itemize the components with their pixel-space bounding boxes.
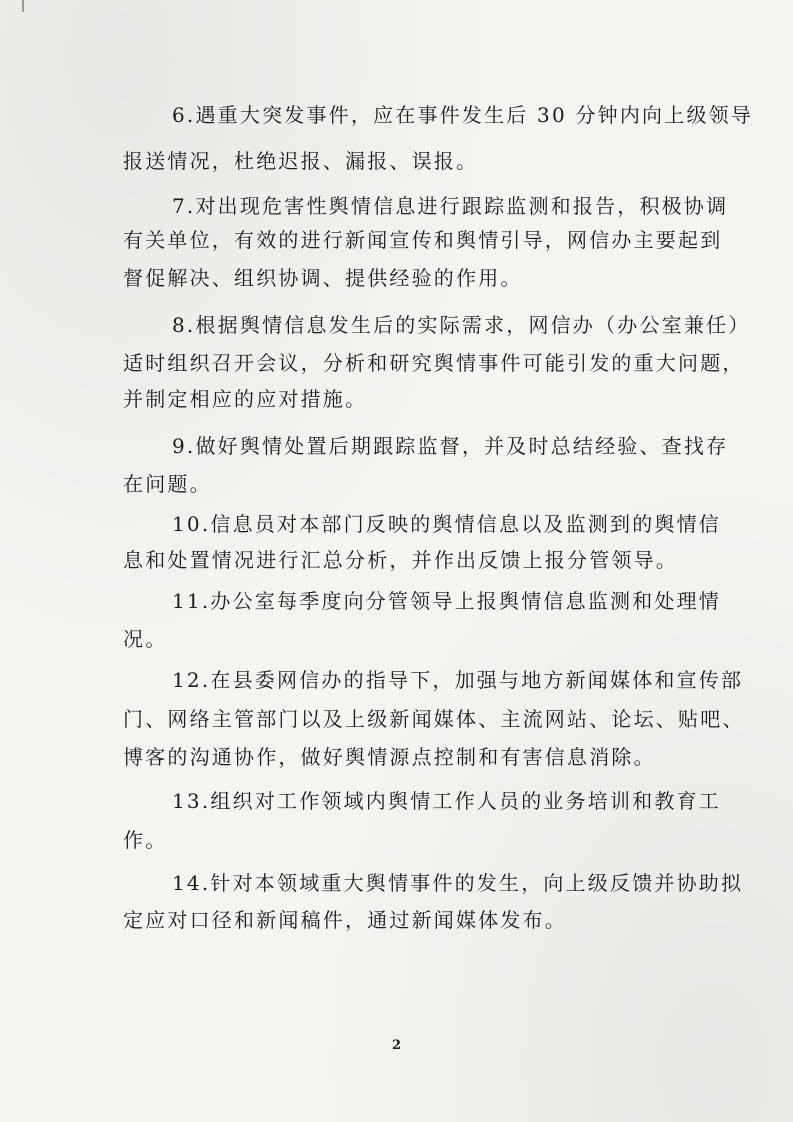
paragraph-7-line-1: 7.对出现危害性舆情信息进行跟踪监测和报告，积极协调 [172, 194, 729, 218]
paragraph-8-line-1: 8.根据舆情信息发生后的实际需求，网信办（办公室兼任） [172, 313, 751, 337]
paragraph-11-line-2: 况。 [123, 627, 168, 651]
paragraph-12-line-1: 12.在县委网信办的指导下，加强与地方新闻媒体和宣传部 [172, 668, 744, 692]
paragraph-6-line-2: 报送情况，杜绝迟报、漏报、误报。 [123, 149, 479, 173]
paragraph-13-line-1: 13.组织对工作领域内舆情工作人员的业务培训和教育工 [172, 789, 722, 813]
paragraph-14-line-1: 14.针对本领域重大舆情事件的发生，向上级反馈并协助拟 [172, 871, 744, 895]
paragraph-14-line-2: 定应对口径和新闻稿件，通过新闻媒体发布。 [123, 908, 567, 932]
paragraph-8-line-2: 适时组织召开会议，分析和研究舆情事件可能引发的重大问题， [123, 351, 745, 375]
paragraph-6-line-1: 6.遇重大突发事件，应在事件发生后 30 分钟内向上级领导 [172, 103, 754, 127]
paragraph-9-line-1: 9.做好舆情处置后期跟踪监督，并及时总结经验、查找存 [172, 434, 729, 458]
paragraph-7-line-2: 有关单位，有效的进行新闻宣传和舆情引导，网信办主要起到 [123, 228, 723, 252]
paragraph-13-line-2: 作。 [123, 828, 168, 852]
paragraph-9-line-2: 在问题。 [123, 472, 212, 496]
scan-edge-mark [22, 0, 24, 12]
paragraph-12-line-2: 门、网络主管部门以及上级新闻媒体、主流网站、论坛、贴吧、 [123, 707, 745, 731]
paragraph-7-line-3: 督促解决、组织协调、提供经验的作用。 [123, 266, 523, 290]
paragraph-10-line-1: 10.信息员对本部门反映的舆情信息以及监测到的舆情信 [172, 512, 722, 536]
page-number: 2 [391, 1038, 402, 1053]
paragraph-12-line-3: 博客的沟通协作，做好舆情源点控制和有害信息消除。 [123, 745, 656, 769]
paragraph-10-line-2: 息和处置情况进行汇总分析，并作出反馈上报分管领导。 [123, 548, 678, 572]
paragraph-8-line-3: 并制定相应的应对措施。 [123, 387, 368, 411]
paragraph-11-line-1: 11.办公室每季度向分管领导上报舆情信息监测和处理情 [172, 589, 722, 613]
